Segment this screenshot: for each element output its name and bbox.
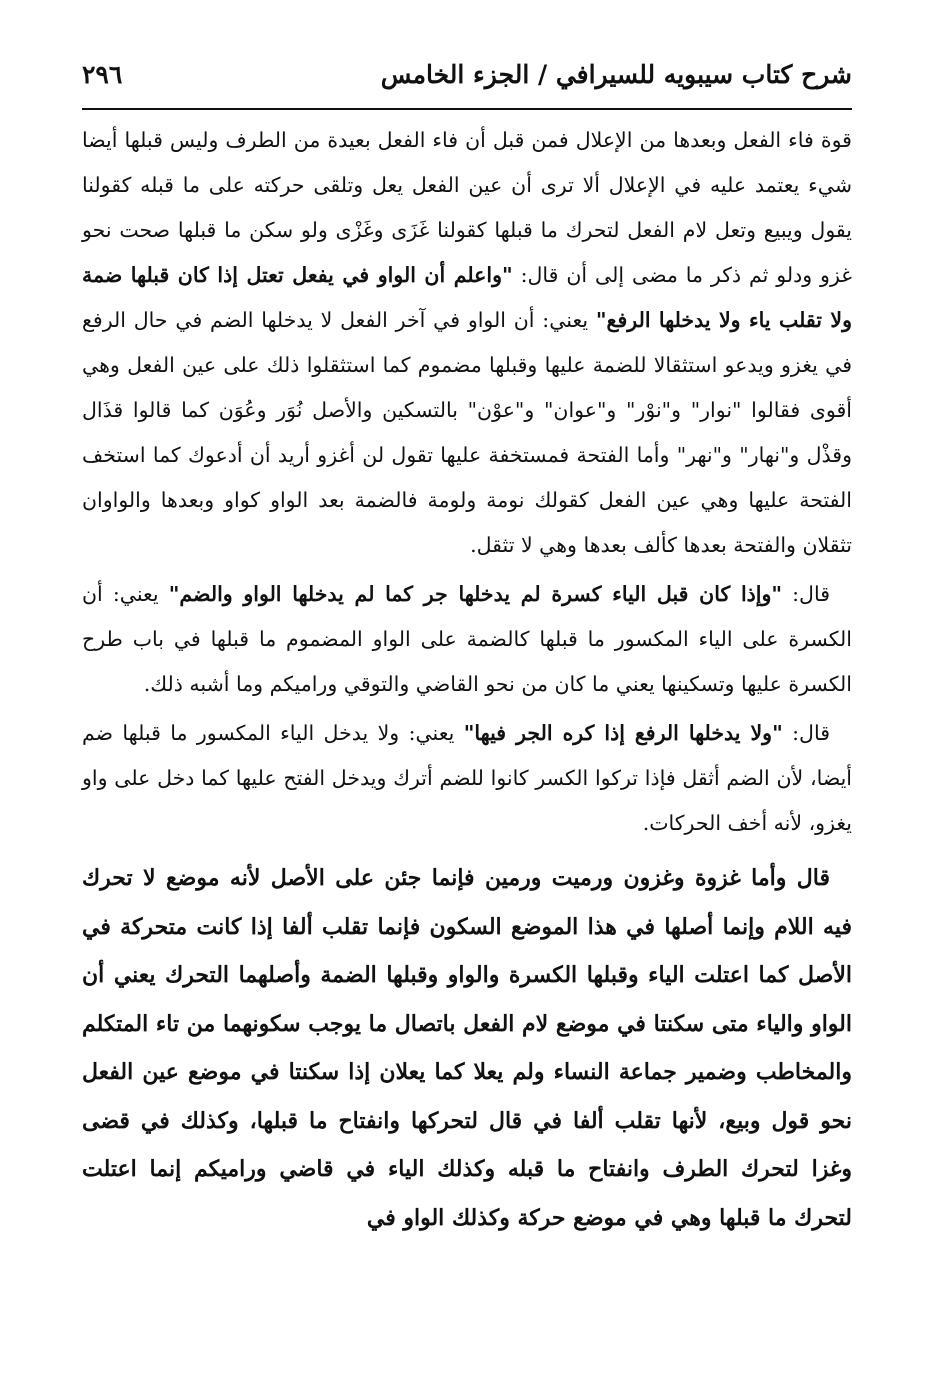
paragraph-1 [82,118,852,568]
paragraph-2-continuation: يعني: أن الكسرة على الياء المكسور ما قبلها كالضمة على الواو المضموم ما قبلها في باب طرح الكسرة عليها وتسكينها يعني ما كان من نحو القاضي والتوقي وراميكم وما أشبه ذلك. [82,582,852,696]
paragraph-2-quote: "وإذا كان قبل الياء كسرة لم يدخلها جر كما لم يدخلها الواو والضم" [168,582,783,606]
paragraph-2-lead: قال: [782,582,830,606]
body-text [82,118,852,1242]
paragraph-4: قال وأما غزوة وغزون ورميت ورمين فإنما جئن على الأصل لأنه موضع لا تحرك فيه اللام وإنما أصلها في هذا الموضع السكون فإنما تقلب ألفا إذا كانت متحركة في الأصل كما اعتلت الياء وقبلها الكسرة والواو وقبلها الضمة وأصلهما التحرك يعني أن الواو والياء متى سكنتا في موضع لام الفعل باتصال ما يوجب سكونهما من تاء المتكلم والمخاطب وضمير جماعة النساء ولم يعلا كما يعلان إذا سكنتا في موضع عين الفعل نحو قول وبيع، لأنها تقلب ألفا في قال لتحركها وانفتاح ما قبلها، وكذلك في قضى وغزا لتحرك الطرف وانفتاح ما قبله وكذلك الياء في قاضي وراميكم إنما اعتلت لتحرك ما قبلها وهي في موضع حركة وكذلك الواو في [82,865,852,1231]
paragraph-3-quote: "ولا يدخلها الرفع إذا كره الجر فيها" [463,721,783,745]
page-number: ٢٩٦ [82,60,123,89]
paragraph-3 [82,711,852,846]
paragraph-3-continuation: يعني: ولا يدخل الياء المكسور ما قبلها ضم أيضا، لأن الضم أثقل فإذا تركوا الكسر كانوا للضم أترك ويدخل الفتح عليها كما دخل على واو يغزو، لأنه أخف الحركات. [82,721,852,835]
paragraph-1-continuation: يعني: أن الواو في آخر الفعل لا يدخلها الضم في حال الرفع في يغزو ويدعو استثقالا للضمة عليها وقبلها مضموم كما استثقلوا ذلك على عين الفعل وهي أقوى فقالوا "نوار" و"نوْر" و"عوان" و"عوْن" بالتسكين والأصل نُوَر وعُوَن كما قالوا قذَال وقذْل و"نهار" و"نهر" وأما الفتحة فمستخفة عليها تقول لن أغزو أريد أن أدعوك كما استخف الفتحة عليها وهي عين الفعل كقولك نومة ولومة فالضمة بعد الواو كواو وبعدها والواوان تثقلان والفتحة بعدها كألف بعدها وهي لا تثقل. [82,308,852,557]
paragraph-1-quote: "واعلم أن الواو في يفعل تعتل إذا كان قبلها ضمة ولا تقلب ياء ولا يدخلها الرفع" [82,263,852,332]
running-title: شرح كتاب سيبويه للسيرافي / الجزء الخامس [380,60,852,89]
paragraph-1-text: قوة فاء الفعل وبعدها من الإعلال فمن قبل أن فاء الفعل بعيدة من الطرف وليس قبلها أيضا شيء يعتمد عليه في الإعلال ألا ترى أن عين الفعل يعل وتلقى حركته على ما قبله كقولنا يقول ويبيع وتعل لام الفعل لتحرك ما قبلها كقولنا غَزَى وغَزْى ولو سكن ما قبلها صحت نحو غزو ودلو ثم ذكر ما مضى إلى أن قال: [82,128,852,287]
page-header [82,58,852,106]
paragraph-2 [82,572,852,707]
header-rule [82,108,852,110]
paragraph-3-lead: قال: [782,721,830,745]
